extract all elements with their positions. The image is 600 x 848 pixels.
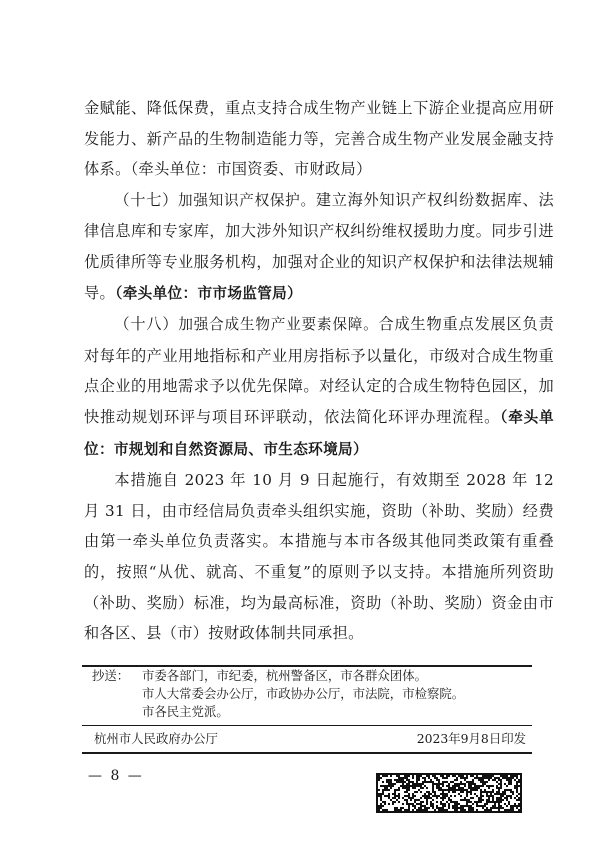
cc-line: 市各民主党派。 xyxy=(142,704,229,719)
clause-body: 合成生物重点发展区负责对每年的产业用地指标和产业用房指标予以量化，市级对合成生物重点企业的用地需求予以优先保障。对经认定的合成生物特色园区，加快推动规划环评与项目环评联动，依法简化环评办理流程。 xyxy=(84,315,554,426)
clause-body: 建立海外知识产权纠纷数据库、法律信息库和专家库，加大涉外知识产权纠纷维权援助力度。同步引进优质律所等专业服务机构，加强对企业的知识产权保护和法律法规辅导。 xyxy=(84,190,555,302)
paragraph-ip-protection xyxy=(84,185,554,309)
paragraph-factor-guarantee xyxy=(84,309,554,465)
issuer-block xyxy=(82,730,532,748)
lead-unit: （牵头单位：市规划和自然资源局、市生态环境局） xyxy=(84,408,554,458)
clause-heading: 加强知识产权保护。 xyxy=(178,191,316,209)
cc-line: 市委各部门，市纪委，杭州警备区，市各群众团体。 xyxy=(142,668,427,683)
page-number: — 8 — xyxy=(88,768,144,784)
footer-middle-rule xyxy=(82,725,532,726)
clause-heading: 加强合成生物产业要素保障。 xyxy=(178,316,379,334)
paragraph-text: 金赋能、降低保费，重点支持合成生物产业链上下游企业提高应用研发能力、新产品的生物制造能力等，完善合成生物产业发展金融支持体系。（牵头单位：市国资委、市财政局） xyxy=(84,99,554,179)
cc-label: 抄送： xyxy=(92,668,130,683)
issuer-name: 杭州市人民政府办公厅 xyxy=(94,731,218,746)
issue-date: 2023年9月8日印发 xyxy=(416,731,526,746)
clause-number: （十七） xyxy=(114,190,179,209)
document-body xyxy=(84,93,554,649)
cc-line: 市人大常委会办公厅，市政协办公厅，市法院，市检察院。 xyxy=(142,686,465,701)
paragraph-financial-support xyxy=(84,93,554,185)
lead-unit: （牵头单位：市市场监管局） xyxy=(115,284,303,302)
clause-number: （十八） xyxy=(114,315,179,334)
footer-bottom-rule xyxy=(82,752,532,754)
barcode-icon xyxy=(376,773,522,813)
cc-block xyxy=(82,667,532,721)
paragraph-effective-date: 本措施自 2023 年 10 月 9 日起施行，有效期至 2028 年 12 月 31 日，由市经信局负责牵头组织实施，资助（补助、奖励）经费由第一牵头单位负责落实。本措施与本市各级其他同类政策有重叠的，按照“从优、就高、不重复”的原则予以支持。本措施所列资助（补助、奖励）标准，均为最高标准，资助（补助、奖励）资金由市和各区、县（市）按财政体制共同承担。 xyxy=(84,471,554,643)
cc-list xyxy=(142,667,532,721)
